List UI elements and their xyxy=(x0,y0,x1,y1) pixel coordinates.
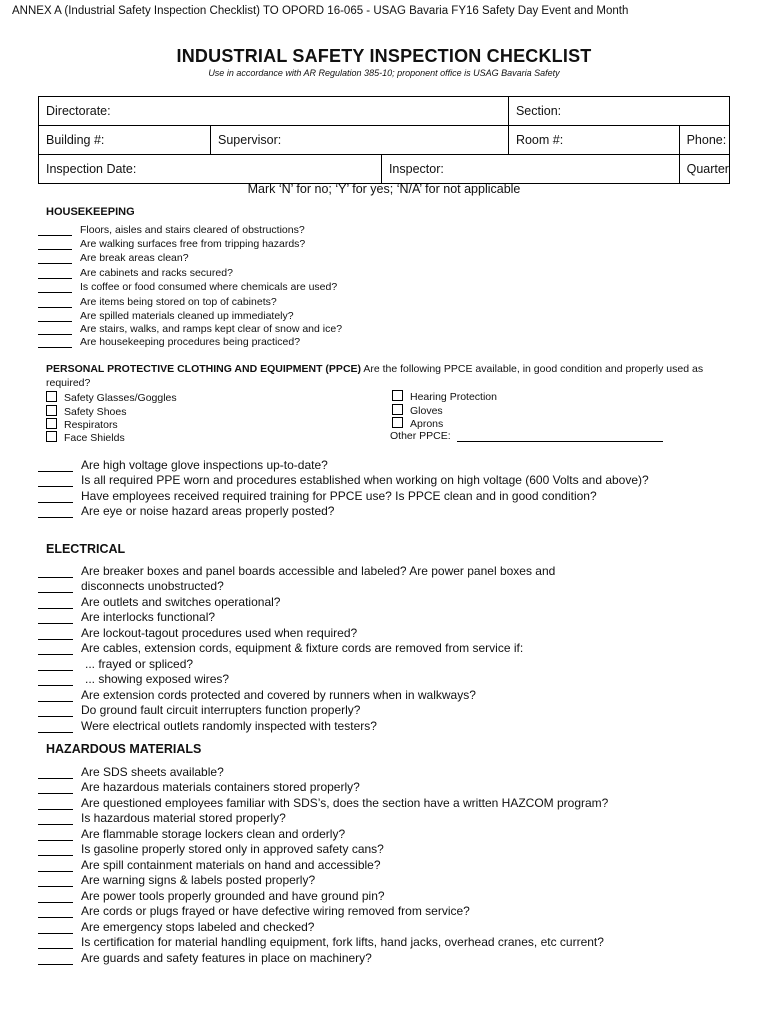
hazardous-materials-heading: HAZARDOUS MATERIALS xyxy=(46,742,202,756)
answer-blank[interactable] xyxy=(38,491,73,503)
quarter-field[interactable]: Quarter xyxy=(679,155,729,184)
checklist-item: Floors, aisles and stairs cleared of obstructions? xyxy=(38,224,305,236)
ppce-option[interactable]: Respirators xyxy=(46,418,118,431)
answer-blank[interactable] xyxy=(38,922,73,934)
checkbox[interactable] xyxy=(46,431,57,442)
checklist-item: Are cabinets and racks secured? xyxy=(38,267,233,279)
answer-blank[interactable] xyxy=(38,460,73,472)
ppce-option[interactable]: Safety Glasses/Goggles xyxy=(46,391,177,404)
phone-field[interactable]: Phone: xyxy=(679,126,729,155)
checklist-item: Are flammable storage lockers clean and orderly? xyxy=(38,827,345,841)
checkbox[interactable] xyxy=(46,405,57,416)
checkbox[interactable] xyxy=(392,417,403,428)
checklist-item: Is coffee or food consumed where chemicals are used? xyxy=(38,281,337,293)
checklist-item: Are spilled materials cleaned up immediately? xyxy=(38,310,294,322)
ppce-option[interactable]: Aprons xyxy=(392,417,443,430)
checklist-item: Do ground fault circuit interrupters function properly? xyxy=(38,703,360,717)
housekeeping-heading: HOUSEKEEPING xyxy=(46,206,135,218)
answer-blank[interactable] xyxy=(38,310,72,322)
ppce-option[interactable]: Gloves xyxy=(392,404,443,417)
checklist-item: Are guards and safety features in place on machinery? xyxy=(38,951,372,965)
inspector-field[interactable]: Inspector: xyxy=(381,155,679,184)
checklist-item: Is certification for material handling equipment, fork lifts, hand jacks, overhead cranes, etc current? xyxy=(38,935,604,949)
checklist-item: Is all required PPE worn and procedures established when working on high voltage (600 Volts and above)? xyxy=(38,473,649,487)
section-field[interactable]: Section: xyxy=(508,97,729,126)
ppce-intro xyxy=(46,362,726,390)
checklist-item: Are eye or noise hazard areas properly posted? xyxy=(38,504,334,518)
checklist-item: Are walking surfaces free from tripping hazards? xyxy=(38,238,305,250)
annex-header: ANNEX A (Industrial Safety Inspection Checklist) TO OPORD 16-065 - USAG Bavaria FY16 Safety Day Event and Month xyxy=(12,5,629,17)
answer-blank[interactable] xyxy=(38,674,73,686)
ppce-heading: PERSONAL PROTECTIVE CLOTHING AND EQUIPMENT (PPCE) xyxy=(46,363,362,375)
ppce-option[interactable]: Safety Shoes xyxy=(46,405,126,418)
checklist-item: Is hazardous material stored properly? xyxy=(38,811,286,825)
checklist-item: Are hazardous materials containers stored properly? xyxy=(38,780,360,794)
answer-blank[interactable] xyxy=(38,323,72,335)
checklist-item: Are outlets and switches operational? xyxy=(38,595,280,609)
other-ppce-input[interactable] xyxy=(457,431,663,442)
answer-blank[interactable] xyxy=(38,690,73,702)
checklist-item: Are emergency stops labeled and checked? xyxy=(38,920,314,934)
checklist-item: Are spill containment materials on hand and accessible? xyxy=(38,858,381,872)
checklist-item: Are extension cords protected and covered by runners when in walkways? xyxy=(38,688,476,702)
checklist-item: Are interlocks functional? xyxy=(38,610,215,624)
answer-blank[interactable] xyxy=(38,798,73,810)
answer-blank[interactable] xyxy=(38,705,73,717)
checklist-item: Are items being stored on top of cabinets? xyxy=(38,296,277,308)
answer-blank[interactable] xyxy=(38,267,72,279)
checklist-item: Are cables, extension cords, equipment & fixture cords are removed from service if: xyxy=(38,641,523,655)
building-field[interactable]: Building #: xyxy=(39,126,211,155)
checkbox[interactable] xyxy=(46,391,57,402)
answer-blank[interactable] xyxy=(38,953,73,965)
answer-blank[interactable] xyxy=(38,844,73,856)
answer-blank[interactable] xyxy=(38,281,72,293)
checkbox[interactable] xyxy=(46,418,57,429)
ppce-option[interactable]: Face Shields xyxy=(46,431,125,444)
checklist-item: Are housekeeping procedures being practiced? xyxy=(38,336,300,348)
checkbox[interactable] xyxy=(392,390,403,401)
answer-blank[interactable] xyxy=(38,875,73,887)
answer-blank[interactable] xyxy=(38,296,72,308)
answer-blank[interactable] xyxy=(38,597,73,609)
checklist-item: Were electrical outlets randomly inspected with testers? xyxy=(38,719,377,733)
directorate-field[interactable]: Directorate: xyxy=(39,97,509,126)
answer-blank[interactable] xyxy=(38,566,73,578)
marking-instructions: Mark ‘N’ for no; ‘Y’ for yes; ‘N/A’ for not applicable xyxy=(247,182,521,196)
answer-blank[interactable] xyxy=(38,628,73,640)
page-subtitle: Use in accordance with AR Regulation 385-10; proponent office is USAG Bavaria Safety xyxy=(208,68,560,78)
checklist-item: ... showing exposed wires? xyxy=(38,672,229,686)
answer-blank[interactable] xyxy=(38,336,72,348)
answer-blank[interactable] xyxy=(38,829,73,841)
checklist-item: Are breaker boxes and panel boards accessible and labeled? Are power panel boxes and xyxy=(38,564,555,578)
other-ppce: Other PPCE: xyxy=(390,430,663,442)
checkbox[interactable] xyxy=(392,404,403,415)
checklist-item: Is gasoline properly stored only in approved safety cans? xyxy=(38,842,384,856)
answer-blank[interactable] xyxy=(38,860,73,872)
checklist-item: disconnects unobstructed? xyxy=(38,579,224,593)
room-field[interactable]: Room #: xyxy=(508,126,679,155)
answer-blank[interactable] xyxy=(38,782,73,794)
answer-blank[interactable] xyxy=(38,581,73,593)
answer-blank[interactable] xyxy=(38,506,73,518)
answer-blank[interactable] xyxy=(38,252,72,264)
inspection-info-table xyxy=(38,96,730,184)
answer-blank[interactable] xyxy=(38,224,72,236)
checklist-item: Are warning signs & labels posted properly? xyxy=(38,873,315,887)
checklist-item: Are questioned employees familiar with SDS’s, does the section have a written HAZCOM program? xyxy=(38,796,608,810)
checklist-item: ... frayed or spliced? xyxy=(38,657,193,671)
answer-blank[interactable] xyxy=(38,906,73,918)
answer-blank[interactable] xyxy=(38,721,73,733)
checklist-item: Are break areas clean? xyxy=(38,252,189,264)
checklist-item: Have employees received required training for PPCE use? Is PPCE clean and in good condition? xyxy=(38,489,597,503)
page-title: INDUSTRIAL SAFETY INSPECTION CHECKLIST xyxy=(176,46,592,66)
answer-blank[interactable] xyxy=(38,643,73,655)
ppce-option[interactable]: Hearing Protection xyxy=(392,390,497,403)
checklist-item: Are cords or plugs frayed or have defective wiring removed from service? xyxy=(38,904,470,918)
supervisor-field[interactable]: Supervisor: xyxy=(211,126,509,155)
ppce-intro-text: Are the following PPCE available, in good condition and properly used as required? xyxy=(46,363,704,389)
answer-blank[interactable] xyxy=(38,475,73,487)
checklist-item: Are SDS sheets available? xyxy=(38,765,224,779)
checklist-item: Are stairs, walks, and ramps kept clear of snow and ice? xyxy=(38,323,342,335)
answer-blank[interactable] xyxy=(38,767,73,779)
inspection-date-field[interactable]: Inspection Date: xyxy=(39,155,382,184)
checklist-item: Are lockout-tagout procedures used when required? xyxy=(38,626,357,640)
answer-blank[interactable] xyxy=(38,813,73,825)
answer-blank[interactable] xyxy=(38,937,73,949)
answer-blank[interactable] xyxy=(38,891,73,903)
electrical-heading: ELECTRICAL xyxy=(46,542,126,556)
checklist-item: Are power tools properly grounded and have ground pin? xyxy=(38,889,385,903)
checklist-item: Are high voltage glove inspections up-to-date? xyxy=(38,458,328,472)
answer-blank[interactable] xyxy=(38,612,73,624)
answer-blank[interactable] xyxy=(38,659,73,671)
answer-blank[interactable] xyxy=(38,238,72,250)
